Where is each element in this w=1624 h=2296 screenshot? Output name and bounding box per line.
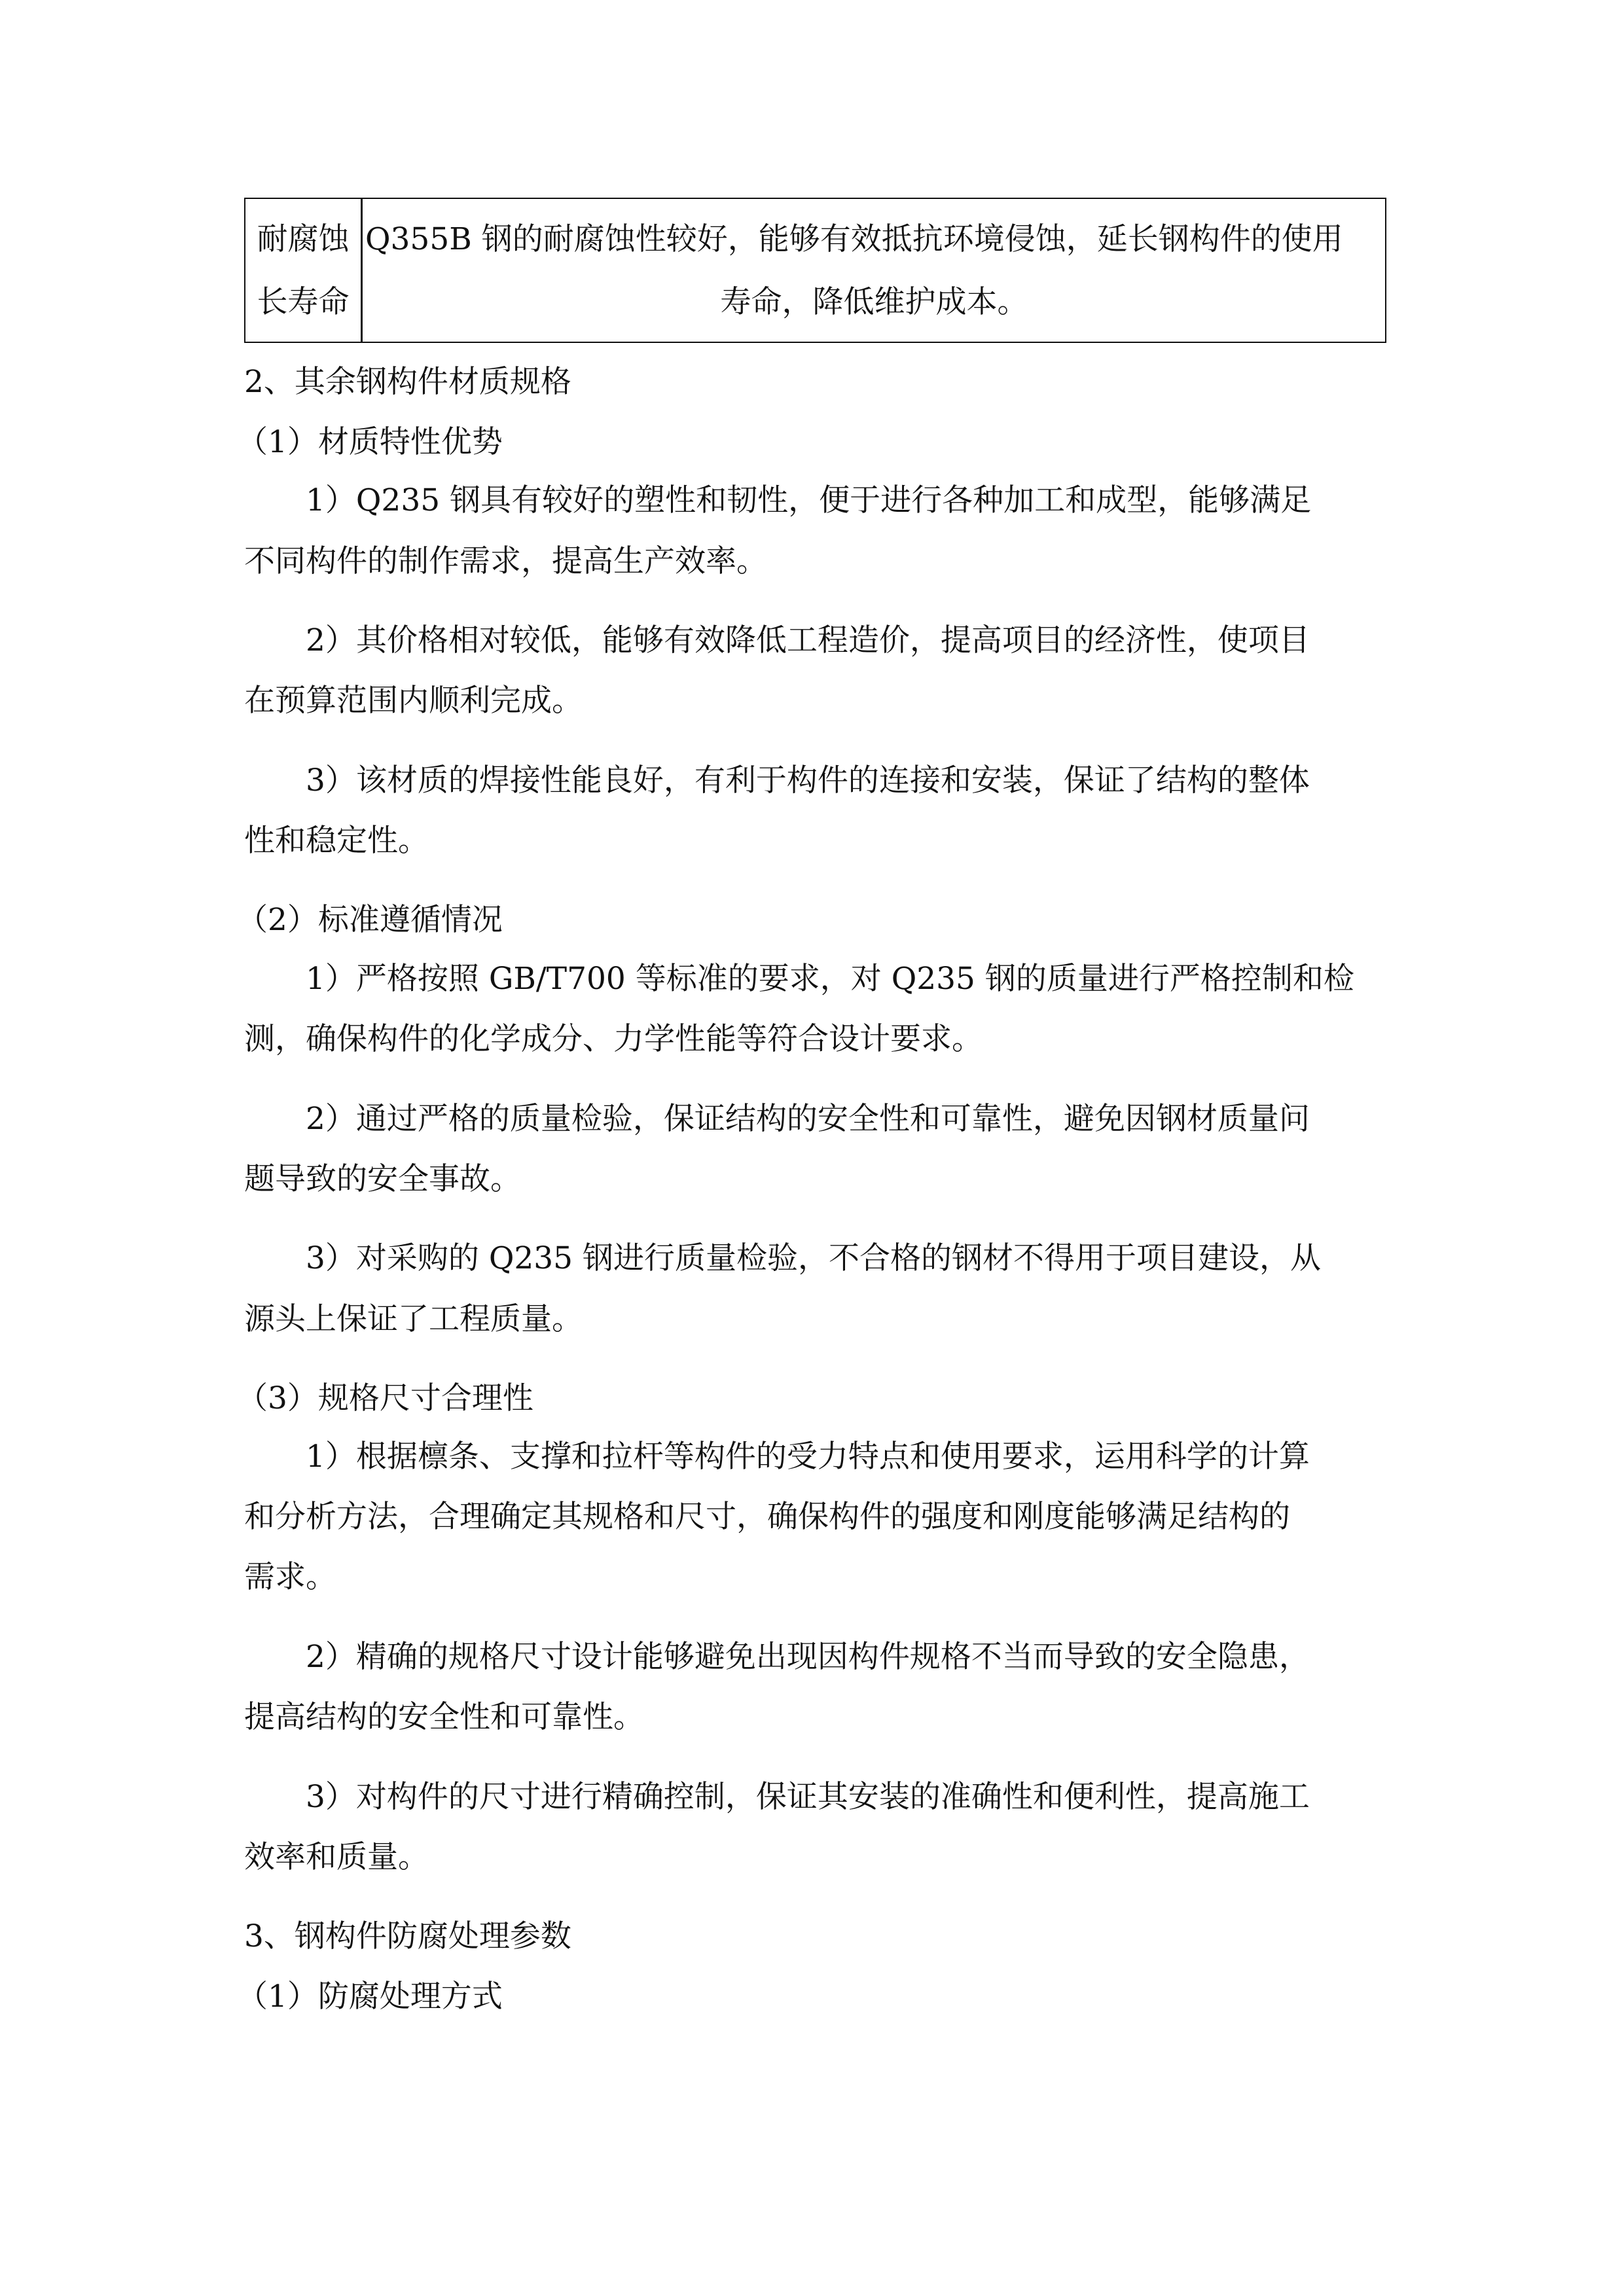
paragraph-2-2-3-line-1: 3）对采购的 Q235 钢进行质量检验，不合格的钢材不得用于项目建设，从 (306, 1240, 1322, 1276)
paragraph-2-1-2-line-1: 2）其价格相对较低，能够有效降低工程造价，提高项目的经济性，使项目 (306, 622, 1310, 658)
paragraph-2-3-2-line-2: 提高结构的安全性和可靠性。 (244, 1699, 644, 1735)
paragraph-2-2-2-line-2: 题导致的安全事故。 (244, 1161, 521, 1197)
paragraph-2-3-3-line-1: 3）对构件的尺寸进行精确控制，保证其安装的准确性和便利性，提高施工 (306, 1779, 1310, 1815)
paragraph-2-3-1-line-3: 需求。 (244, 1559, 336, 1595)
subsection-2-3-heading: （3）规格尺寸合理性 (237, 1380, 533, 1416)
paragraph-2-3-1-line-1: 1）根据檩条、支撑和拉杆等构件的受力特点和使用要求，运用科学的计算 (306, 1439, 1310, 1475)
row-label-line-1: 耐腐蚀 (257, 221, 350, 257)
paragraph-2-3-3-line-2: 效率和质量。 (244, 1839, 429, 1875)
paragraph-2-3-1-line-2: 和分析方法，合理确定其规格和尺寸，确保构件的强度和刚度能够满足结构的 (244, 1499, 1290, 1535)
paragraph-2-3-2-line-1: 2）精确的规格尺寸设计能够避免出现因构件规格不当而导致的安全隐患， (306, 1639, 1310, 1675)
paragraph-2-1-3-line-2: 性和稳定性。 (244, 823, 429, 859)
subsection-2-1-heading: （1）材质特性优势 (237, 424, 503, 460)
paragraph-2-1-2-line-2: 在预算范围内顺利完成。 (244, 683, 583, 719)
subsection-3-1-heading: （1）防腐处理方式 (237, 1979, 503, 2015)
table-row-text (365, 208, 1383, 334)
property-table (244, 198, 1386, 343)
paragraph-2-2-3-line-2: 源头上保证了工程质量。 (244, 1301, 583, 1337)
paragraph-2-2-1-line-2: 测，确保构件的化学成分、力学性能等符合设计要求。 (244, 1021, 983, 1057)
paragraph-2-2-1-line-1: 1）严格按照 GB/T700 等标准的要求，对 Q235 钢的质量进行严格控制和检 (306, 961, 1354, 997)
paragraph-2-1-1-line-2: 不同构件的制作需求，提高生产效率。 (244, 543, 767, 579)
table-column-divider (361, 199, 363, 342)
section-3-heading: 3、钢构件防腐处理参数 (244, 1918, 571, 1954)
section-2-heading: 2、其余钢构件材质规格 (244, 364, 571, 400)
subsection-2-2-heading: （2）标准遵循情况 (237, 902, 503, 938)
paragraph-2-1-3-line-1: 3）该材质的焊接性能良好，有利于构件的连接和安装，保证了结构的整体 (306, 762, 1310, 798)
row-text-line-2: 寿命，降低维护成本。 (720, 284, 1028, 320)
paragraph-2-1-1-line-1: 1）Q235 钢具有较好的塑性和韧性，便于进行各种加工和成型，能够满足 (306, 482, 1312, 518)
paragraph-2-2-2-line-1: 2）通过严格的质量检验，保证结构的安全性和可靠性，避免因钢材质量问 (306, 1101, 1310, 1137)
row-label-line-2: 长寿命 (257, 284, 350, 320)
table-row-label (245, 208, 361, 334)
row-text-line-1: Q355B 钢的耐腐蚀性较好，能够有效抵抗环境侵蚀，延长钢构件的使用 (365, 221, 1343, 257)
